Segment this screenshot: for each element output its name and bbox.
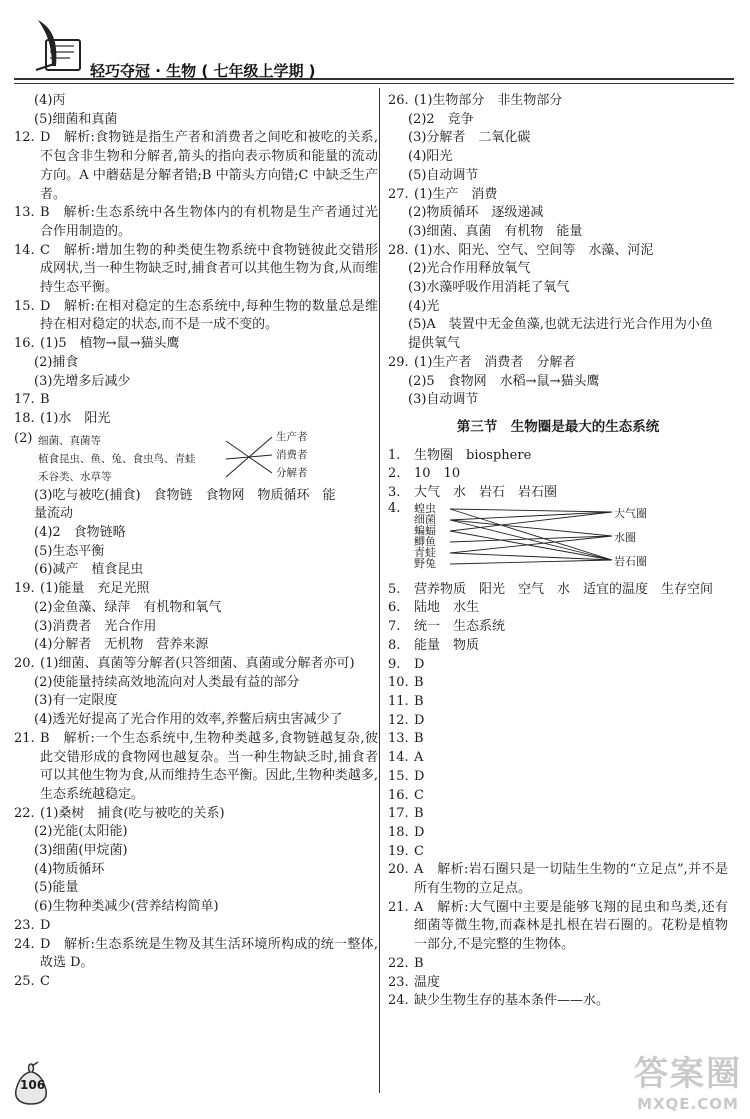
answer-number: 15.: [388, 768, 409, 784]
answer-item: [388, 637, 728, 656]
answer-item: [388, 768, 728, 787]
answer-number: 19.: [388, 843, 409, 859]
diagram-right-label: 生产者: [276, 430, 308, 443]
answer-number: 17.: [388, 806, 409, 822]
answer-text: (1)桑树 捕食(吃与被吃的关系): [40, 805, 225, 821]
answer-number: 2.: [388, 466, 401, 482]
answer-item: [14, 805, 378, 824]
answer-subitem: (5)A 装置中无金鱼藻,也就无法进行光合作用为小鱼: [408, 317, 713, 333]
answer-subitem: (3)分解者 二氧化碳: [408, 130, 531, 146]
answer-item: [388, 447, 728, 466]
diagram-left-label: 细菌: [414, 512, 436, 526]
diagram-left-label: 鲫鱼: [414, 534, 436, 548]
answer-number: 12.: [14, 130, 35, 146]
diagram-left-label: 青蛙: [414, 545, 436, 559]
matching-line: [450, 560, 612, 564]
answer-text: 陆地 水生: [414, 600, 480, 616]
answer-number: 26.: [388, 93, 409, 108]
section-heading: 第三节 生物圈是最大的生态系统: [456, 418, 660, 435]
answer-text: B: [414, 693, 424, 709]
answer-subitem: (5)生态平衡: [34, 543, 105, 559]
answer-item: [388, 484, 728, 503]
answer-number: 6.: [388, 600, 401, 616]
answer-number: 28.: [388, 242, 409, 258]
diagram-left-label: 禾谷类、水草等: [38, 470, 112, 483]
answer-subitem: (2)使能量持续高效地流向对人类最有益的部分: [34, 674, 300, 690]
answer-number: 14.: [388, 750, 409, 766]
answer-text: B: [414, 806, 424, 822]
answer-text: 营养物质 阳光 空气 水 适宜的温度 生存空间: [414, 581, 714, 597]
answer-text: D 解析:食物链是指生产者和消费者之间吃和被吃的关系,不包含非生物和分解者,箭头的指向表示物质和能量的流动方向。A 中蘑菇是分解者错;B 中箭头方向错;C 中缺乏生产者。: [40, 130, 378, 202]
answer-number: 24.: [388, 993, 409, 1009]
matching-line: [450, 531, 612, 560]
answer-subitem: (2)物质循环 逐级递减: [408, 205, 544, 221]
answer-text: D: [414, 712, 425, 728]
answer-number: 19.: [14, 581, 35, 597]
answer-text: (1)生物部分 非生物部分: [414, 93, 563, 108]
answer-number: 20.: [388, 862, 409, 878]
answer-number: 18.: [388, 824, 409, 840]
answer-text: C: [414, 843, 424, 859]
answer-text: C: [40, 973, 50, 989]
answer-number: 24.: [14, 936, 35, 952]
answer-subitem: (4)透光好提高了光合作用的效率,养鳖后病虫害减少了: [34, 712, 343, 728]
answer-number: 20.: [14, 655, 35, 671]
answer-subitem: (2)捕食: [34, 354, 79, 370]
answer-number: 17.: [14, 392, 35, 408]
answer-subitem: (5)能量: [34, 880, 79, 896]
column-divider: [379, 88, 380, 1093]
answer-subitem: (4)2 食物链略: [34, 525, 126, 541]
answer-text: 大气 水 岩石 岩石圈: [414, 485, 558, 501]
answer-text: D 解析:生态系统是生物及其生活环境所构成的统一整体,故选 D。: [40, 936, 378, 971]
answer-text: 统一 生态系统: [414, 619, 506, 635]
answer-text: (1)生产者 消费者 分解者: [414, 354, 576, 370]
answer-subitem: (5)自动调节: [408, 167, 479, 183]
answer-item: [14, 391, 378, 410]
answer-item: [388, 465, 728, 484]
answer-item: [388, 974, 728, 993]
diagram-right-label: 消费者: [276, 448, 308, 461]
right-column: [388, 92, 728, 1011]
answer-subitem: (4)分解者 无机物 营养来源: [34, 637, 209, 653]
answer-number: 7.: [388, 619, 401, 635]
answer-subitem: (5)细菌和真菌: [34, 111, 118, 127]
diagram-left-label: 蝗虫: [414, 501, 436, 515]
answer-subitem: (2)光合作用释放氧气: [408, 261, 531, 277]
answer-text: C 解析:增加生物的种类使生物系统中食物链彼此交错形成网状,当一种生物缺乏时,捕食者可以其他生物为食,从而维持生态平衡。: [40, 242, 378, 296]
diagram-prefix: (2): [14, 430, 33, 446]
answer-text: 缺少生物生存的基本条件——水。: [414, 993, 610, 1009]
answer-text: (1)水 阳光: [40, 410, 111, 426]
answer-text: D: [40, 917, 51, 933]
answer-number: 12.: [388, 712, 409, 728]
answer-item: [14, 655, 378, 674]
answer-item: [14, 936, 378, 973]
watermark-line2: MXQE.COM: [637, 1095, 739, 1113]
answer-number: 14.: [14, 242, 35, 258]
answer-subitem: (3)自动调节: [408, 392, 479, 408]
answer-number: 9.: [388, 656, 401, 672]
answer-number: 4.: [388, 500, 401, 516]
answer-item: [388, 843, 728, 862]
answer-item: [14, 580, 378, 599]
watermark: [634, 1046, 742, 1113]
answer-item: [14, 335, 378, 354]
answer-item: [388, 749, 728, 768]
answer-item: [388, 955, 728, 974]
answer-item: [388, 787, 728, 806]
answer-item: [14, 730, 378, 805]
answer-item: [14, 242, 378, 298]
matching-lines: [448, 503, 614, 573]
diagram-left-label: 蝙蝠: [414, 523, 436, 537]
answer-text: A 解析:岩石圈只是一切陆生生物的“立足点”,并不是所有生物的立足点。: [414, 862, 728, 897]
matching-diagram-4: [388, 500, 728, 581]
answer-item: [14, 298, 378, 335]
answer-subitem: (2)2 竞争: [408, 111, 474, 127]
answer-number: 13.: [14, 205, 35, 221]
answer-number: 22.: [14, 805, 35, 821]
answer-subitem: (3)有一定限度: [34, 693, 118, 709]
answer-item: [388, 730, 728, 749]
answer-item: [388, 805, 728, 824]
diagram-left-label: 植食昆虫、鱼、兔、食虫鸟、青蛙: [38, 452, 196, 465]
answer-number: 23.: [14, 917, 35, 933]
answer-number: 23.: [388, 974, 409, 990]
answer-item: [388, 92, 728, 111]
answer-subitem: (6)生物种类减少(营养结构简单): [34, 899, 219, 915]
answer-text: A: [414, 750, 424, 766]
matching-line: [450, 512, 612, 520]
answer-number: 21.: [388, 899, 409, 915]
answer-number: 29.: [388, 354, 409, 370]
answer-text: 能量 物质: [414, 637, 480, 653]
page-title: 轻巧夺冠 · 生物 ( 七年级上学期 ): [90, 62, 316, 80]
answer-item: [14, 410, 378, 429]
diagram-right-label: 水圈: [614, 530, 636, 544]
answer-item: [14, 204, 378, 241]
answer-number: 11.: [388, 693, 409, 709]
answer-text: B: [40, 392, 50, 408]
answer-subitem: (6)减产 植食昆虫: [34, 562, 144, 578]
answer-text: B 解析:生态系统中各生物体内的有机物是生产者通过光合作用制造的。: [40, 205, 378, 239]
answer-number: 16.: [14, 336, 35, 352]
answer-text: B: [414, 731, 424, 747]
answer-item: [388, 693, 728, 712]
answer-subitem: (3)细菌(甲烷菌): [34, 843, 128, 859]
matching-line: [226, 437, 272, 477]
diagram-right-label: 大气圈: [614, 506, 647, 520]
answer-item: [14, 973, 378, 992]
answer-text: 温度: [414, 974, 441, 990]
answer-number: 5.: [388, 581, 401, 597]
answer-number: 18.: [14, 410, 35, 426]
answer-item: [388, 899, 728, 955]
answer-item: [388, 824, 728, 843]
answer-item: [388, 712, 728, 731]
answer-number: 13.: [388, 731, 409, 747]
answer-number: 22.: [388, 955, 409, 971]
answer-subitem: (3)先增多后减少: [34, 373, 131, 389]
answer-item: [14, 917, 378, 936]
answer-number: 16.: [388, 787, 409, 803]
answer-subitem: (4)物质循环: [34, 861, 105, 877]
answer-number: 1.: [388, 447, 401, 463]
matching-diagram-18: [14, 429, 378, 487]
matching-line: [450, 509, 612, 560]
answer-text: D: [414, 656, 425, 672]
answer-number: 8.: [388, 637, 401, 653]
answer-text: (1)5 植物→鼠→猫头鹰: [40, 336, 180, 352]
page-number: 106: [20, 1078, 46, 1092]
diagram-right-label: 岩石圈: [614, 554, 647, 568]
answer-text: C: [414, 787, 424, 803]
answer-text: D 解析:在相对稳定的生态系统中,每种生物的数量总是维持在相对稳定的状态,而不是一成不变的。: [40, 298, 378, 333]
diagram-left-label: 细菌、真菌等: [38, 434, 101, 447]
answer-number: 25.: [14, 973, 35, 989]
answer-subitem: (4)光: [408, 298, 440, 314]
answer-item: [388, 861, 728, 898]
answer-number: 21.: [14, 730, 35, 746]
answer-subitem: (3)水藻呼吸作用消耗了氧气: [408, 280, 570, 296]
answer-item: [388, 581, 728, 600]
answer-subitem: (2)5 食物网 水稻→鼠→猫头鹰: [408, 373, 600, 389]
answer-item: [388, 186, 728, 205]
answer-text: B: [414, 675, 424, 691]
answer-subitem: (3)细菌、真菌 有机物 能量: [408, 223, 583, 239]
answer-subitem-continued: 量流动: [34, 506, 74, 522]
answer-text: 10 10: [414, 466, 461, 482]
answer-subitem: (4)丙: [34, 93, 66, 108]
matching-lines: [224, 429, 274, 487]
answer-subitem: (4)阳光: [408, 149, 453, 165]
answer-subitem: (2)金鱼藻、绿萍 有机物和氧气: [34, 599, 222, 615]
answer-text: D: [414, 824, 425, 840]
page-number-badge: [10, 1060, 52, 1106]
watermark-line1: 答案圈: [634, 1054, 742, 1094]
answer-item: [388, 354, 728, 373]
answer-text: (1)能量 充足光照: [40, 581, 150, 597]
answer-item: [388, 599, 728, 618]
answer-item: [388, 674, 728, 693]
answer-item: [388, 992, 728, 1011]
answer-text: B: [414, 955, 424, 971]
answer-text: (1)细菌、真菌等分解者(只答细菌、真菌或分解者亦可): [40, 655, 355, 671]
answer-item: [388, 656, 728, 675]
answer-text: A 解析:大气圈中主要是能够飞翔的昆虫和鸟类,还有细菌等微生物,而森林是扎根在岩石圈的。花粉是植物一部分,不是完整的生物体。: [414, 899, 728, 953]
answer-item: [388, 618, 728, 637]
answer-number: 15.: [14, 298, 35, 314]
answer-item: [14, 129, 378, 204]
left-column: [14, 92, 378, 992]
answer-number: 10.: [388, 675, 409, 691]
diagram-left-label: 野兔: [414, 556, 436, 570]
answer-text: (1)水、阳光、空气、空间等 水藻、河泥: [414, 242, 654, 258]
header-rule: [14, 78, 734, 84]
answer-subitem: (2)光能(太阳能): [34, 824, 128, 840]
answer-item: [388, 242, 728, 261]
answer-text: D: [414, 768, 425, 784]
page-header: [14, 18, 734, 78]
diagram-right-label: 分解者: [276, 466, 308, 479]
answer-number: 27.: [388, 186, 409, 202]
matching-line: [450, 509, 612, 512]
answer-text: 生物圈 biosphere: [414, 447, 532, 463]
answer-subitem: (3)消费者 光合作用: [34, 618, 157, 634]
quill-book-icon: [32, 18, 86, 76]
answer-subitem: (3)吃与被吃(捕食) 食物链 食物网 物质循环 能: [34, 487, 336, 503]
answer-text: (1)生产 消费: [414, 186, 498, 202]
answer-text: B 解析:一个生态系统中,生物种类越多,食物链越复杂,彼此交错形成的食物网也越复杂。当一种生物缺乏时,捕食者可以其他生物为食,从而维持生态平衡。因此,生物种类越多,生态系统越稳定。: [40, 730, 378, 802]
answer-subitem-continued: 提供氧气: [408, 336, 461, 352]
answer-number: 3.: [388, 485, 401, 501]
